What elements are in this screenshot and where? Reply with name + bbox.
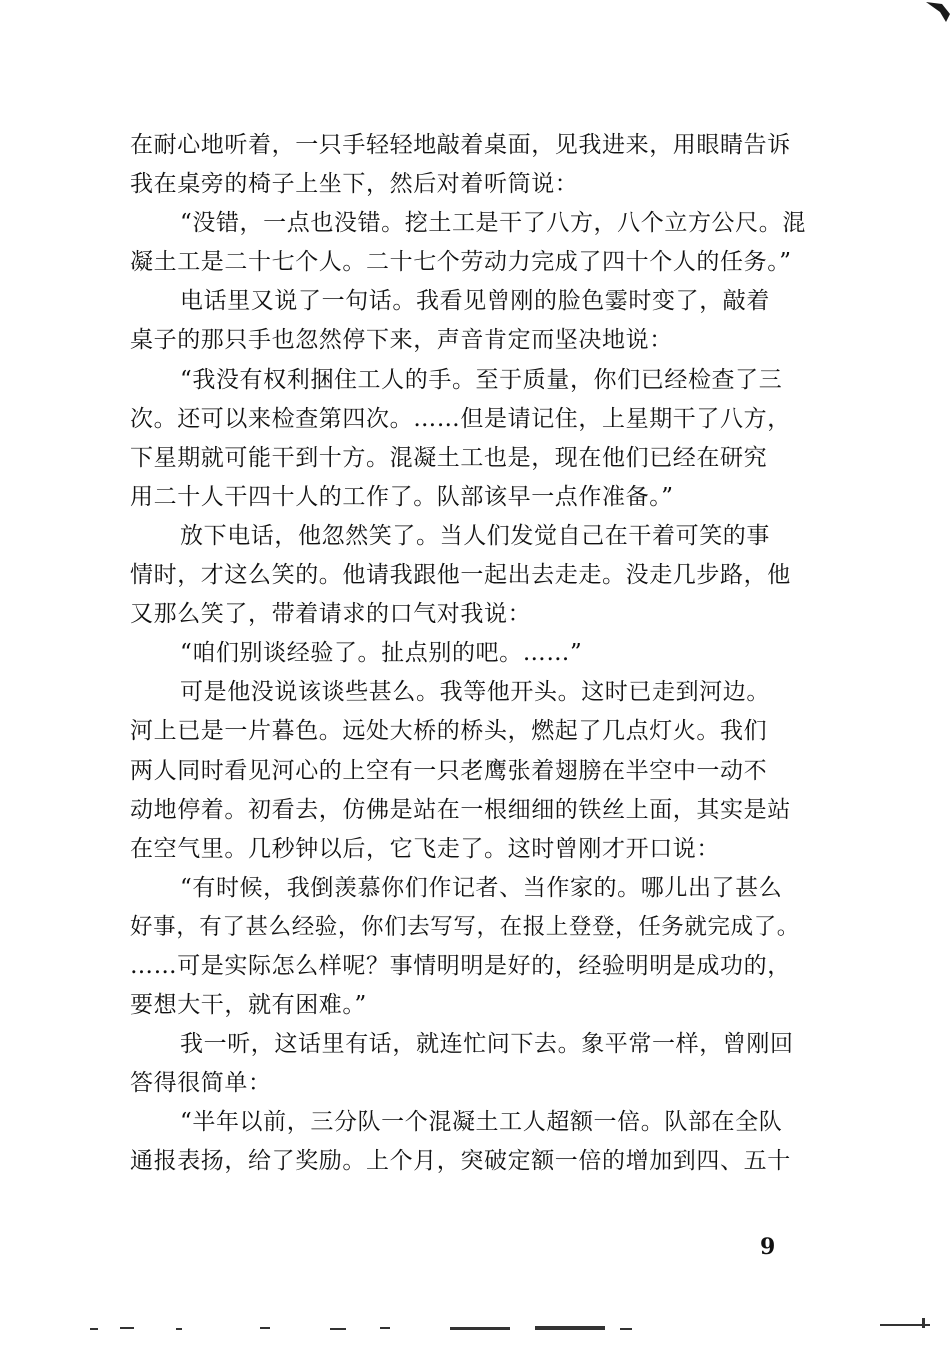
text-line: 答得很简单： [130,1070,272,1097]
text-line: 可是他没说该谈些甚么。我等他开头。这时已走到河边。 [180,679,770,706]
text-line: 下星期就可能干到十方。混凝土工也是，现在他们已经在研究 [130,444,768,471]
scan-corner-mark [922,0,952,26]
text-line: 电话里又说了一句话。我看见曾刚的脸色霎时变了，敲着 [180,288,770,315]
text-line: 好事，有了甚么经验，你们去写写，在报上登登，任务就完成了。 [130,913,800,940]
text-line: 两人同时看见河心的上空有一只老鹰张着翅膀在半空中一动不 [130,757,768,784]
text-line: 要想大干，就有困难。” [130,992,367,1019]
text-line: “没错，一点也没错。挖土工是干了八方，八个立方公尺。混 [180,210,806,237]
text-line: 我在桌旁的椅子上坐下，然后对着听筒说： [130,171,579,198]
text-line: 又那么笑了，带着请求的口气对我说： [130,601,532,628]
text-line: 用二十人干四十人的工作了。队部该早一点作准备。” [130,483,674,510]
text-line: 桌子的那只手也忽然停下来，声音肯定而坚决地说： [130,327,673,354]
text-line: 在空气里。几秒钟以后，它飞走了。这时曾刚才开口说： [130,835,720,862]
text-line: 我一听，这话里有话，就连忙问下去。象平常一样，曾刚回 [180,1031,794,1058]
body-text [130,126,810,1182]
text-line: “我没有权利捆住工人的手。至于质量，你们已经检查了三 [180,366,783,393]
text-line: 河上已是一片暮色。远处大桥的桥头，燃起了几点灯火。我们 [130,718,768,745]
text-line: ……可是实际怎么样呢？事情明明是好的，经验明明是成功的， [130,952,791,979]
text-line: 放下电话，他忽然笑了。当人们发觉自己在干着可笑的事 [180,522,770,549]
text-line: “咱们别谈经验了。扯点别的吧。……” [180,640,583,667]
text-line: 通报表扬，给了奖励。上个月，突破定额一倍的增加到四、五十 [130,1148,791,1175]
text-line: 动地停着。初看去，仿佛是站在一根细细的铁丝上面，其实是站 [130,796,791,823]
text-line: 凝土工是二十七个人。二十七个劳动力完成了四十个人的任务。” [130,249,792,276]
text-line: 情时，才这么笑的。他请我跟他一起出去走走。没走几步路，他 [130,562,791,589]
text-line: “有时候，我倒羡慕你们作记者、当作家的。哪儿出了甚么 [180,874,783,901]
page-number: 9 [760,1234,776,1260]
text-line: 次。还可以来检查第四次。……但是请记住，上星期干了八方， [130,405,791,432]
text-line: 在耐心地听着，一只手轻轻地敲着桌面，见我进来，用眼睛告诉 [130,132,791,158]
scan-bottom-noise [80,1318,940,1338]
text-line: “半年以前，三分队一个混凝土工人超额一倍。队部在全队 [180,1109,783,1136]
